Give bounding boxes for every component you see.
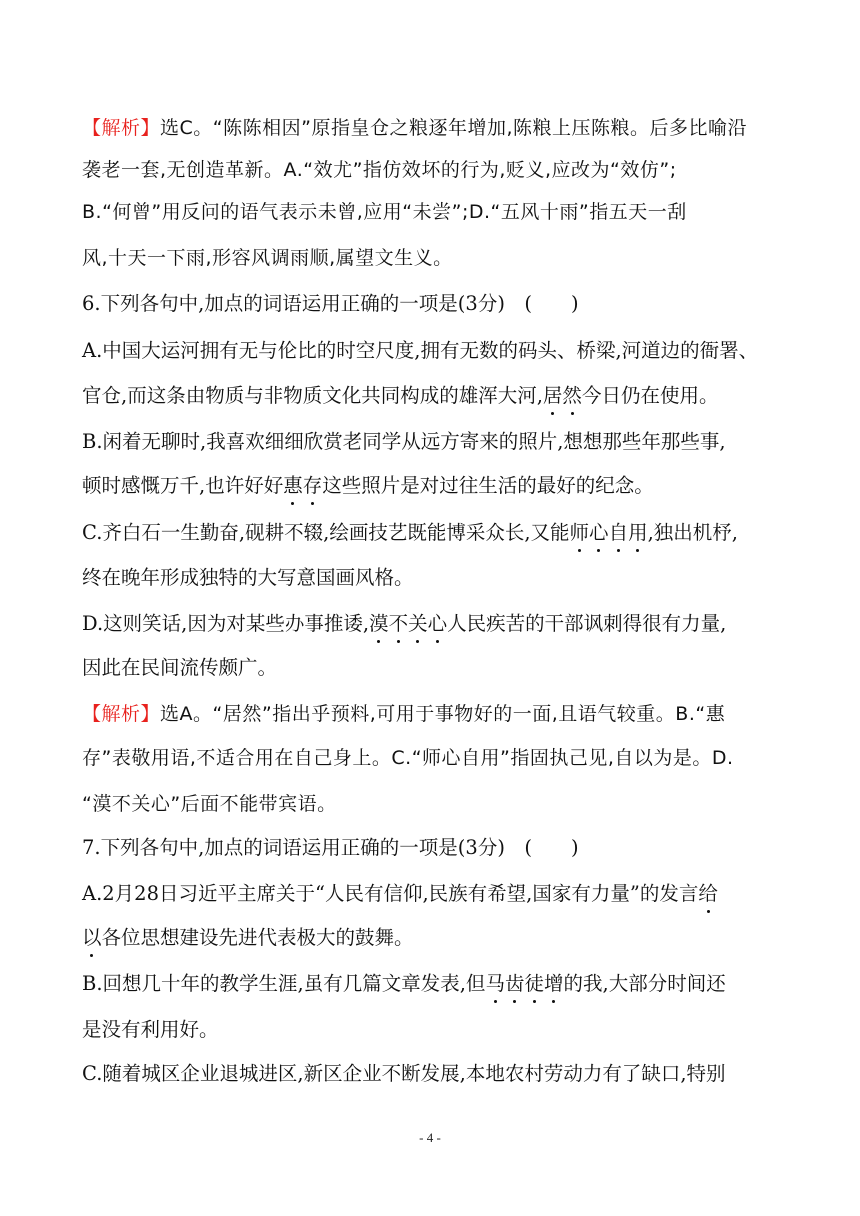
analysis-6-line-3: “漠不关心”后面不能带宾语。 [82, 793, 337, 815]
text: 这些照片是对过往生活的最好的纪念。 [322, 474, 654, 497]
text: 官仓,而这条由物质与非物质文化共同构成的雄浑大河, [82, 384, 543, 407]
text: 人民疾苦的干部讽刺得很有力量, [447, 612, 727, 635]
question-7-option-c-line-1: C.随着城区企业退城进区,新区企业不断发展,本地农村劳动力有了缺口,特别 [82, 1062, 726, 1085]
question-6-option-b-line-2 [82, 472, 782, 500]
question-7-option-b-line-1 [82, 970, 782, 998]
question-6-option-a-line-2 [82, 382, 782, 410]
text: 顿时感慨万千,也许好好 [82, 474, 284, 497]
dotted-char: 然 [562, 382, 582, 410]
text: ,独出机杼, [647, 521, 738, 544]
dotted-char: 心 [428, 610, 448, 638]
analysis-6-line-2: 存”表敬用语,不适合用在自己身上。C.“师心自用”指固执己见,自以为是。D. [82, 747, 734, 769]
question-6-option-c-line-2: 终在晚年形成独特的大写意国画风格。 [82, 566, 414, 589]
analysis-5-line-1 [82, 114, 782, 142]
text: B.回想几十年的教学生涯,虽有几篇文章发表,但 [82, 972, 486, 995]
question-7-option-b-line-2: 是没有利用好。 [82, 1018, 219, 1041]
text: 选A。“居然”指出乎预料,可用于事物好的一面,且语气较重。B.“惠 [160, 703, 726, 725]
dotted-char: 惠 [283, 472, 303, 500]
question-6-option-d-line-2: 因此在民间流传颇广。 [82, 656, 278, 679]
question-6-option-a-line-1: A.中国大运河拥有无与伦比的时空尺度,拥有无数的码头、桥梁,河道边的衙署、 [82, 339, 759, 362]
question-6-stem: 6.下列各句中,加点的词语运用正确的一项是(3分) ( ) [82, 292, 579, 315]
text: C.齐白石一生勤奋,砚耕不辍,绘画技艺既能博采众长,又能 [82, 521, 570, 544]
question-6-option-c-line-1 [82, 519, 782, 547]
dotted-char: 漠 [369, 610, 389, 638]
text: 今日仍在使用。 [581, 384, 719, 407]
question-7-option-a-line-2 [82, 924, 782, 952]
text: 各位思想建设先进代表极大的鼓舞。 [101, 926, 414, 949]
dotted-char: 关 [408, 610, 428, 638]
analysis-5-line-2: 袭老一套,无创造革新。A.“效尤”指仿效坏的行为,贬义,应改为“效仿”; [82, 159, 677, 181]
question-6-option-b-line-1: B.闲着无聊时,我喜欢细细欣赏老同学从远方寄来的照片,想想那些年那些事, [82, 430, 726, 453]
question-7-stem: 7.下列各句中,加点的词语运用正确的一项是(3分) ( ) [82, 836, 579, 859]
dotted-char: 用 [628, 519, 648, 547]
dotted-char: 自 [609, 519, 629, 547]
dotted-char: 不 [389, 610, 409, 638]
dotted-char: 以 [82, 924, 102, 952]
dotted-char: 存 [303, 472, 323, 500]
dotted-char: 增 [544, 970, 564, 998]
dotted-char: 给 [698, 880, 718, 908]
question-7-option-a-line-1 [82, 880, 782, 908]
text: D.这则笑话,因为对某些办事推诿, [82, 612, 370, 635]
dotted-char: 心 [589, 519, 609, 547]
question-6-option-d-line-1 [82, 610, 782, 638]
text: 的我,大部分时间还 [563, 972, 726, 995]
analysis-5-line-3: B.“何曾”用反问的语气表示未曾,应用“未尝”;D.“五风十雨”指五天一刮 [82, 201, 687, 223]
analysis-tag: 【解析】 [82, 703, 161, 725]
analysis-5-line-4: 风,十天一下雨,形容风调雨顺,属望文生义。 [82, 247, 453, 269]
page-number: - 4 - [419, 1130, 441, 1145]
analysis-6-line-1 [82, 700, 782, 728]
text: A.2月28日习近平主席关于“人民有信仰,民族有希望,国家有力量”的发言 [82, 882, 699, 905]
dotted-char: 居 [543, 382, 563, 410]
analysis-tag: 【解析】 [82, 117, 161, 139]
dotted-char: 徒 [524, 970, 544, 998]
dotted-char: 马 [485, 970, 505, 998]
dotted-char: 齿 [505, 970, 525, 998]
dotted-char: 师 [570, 519, 590, 547]
text: 选C。“陈陈相因”原指皇仓之粮逐年增加,陈粮上压陈粮。后多比喻沿 [160, 117, 748, 139]
